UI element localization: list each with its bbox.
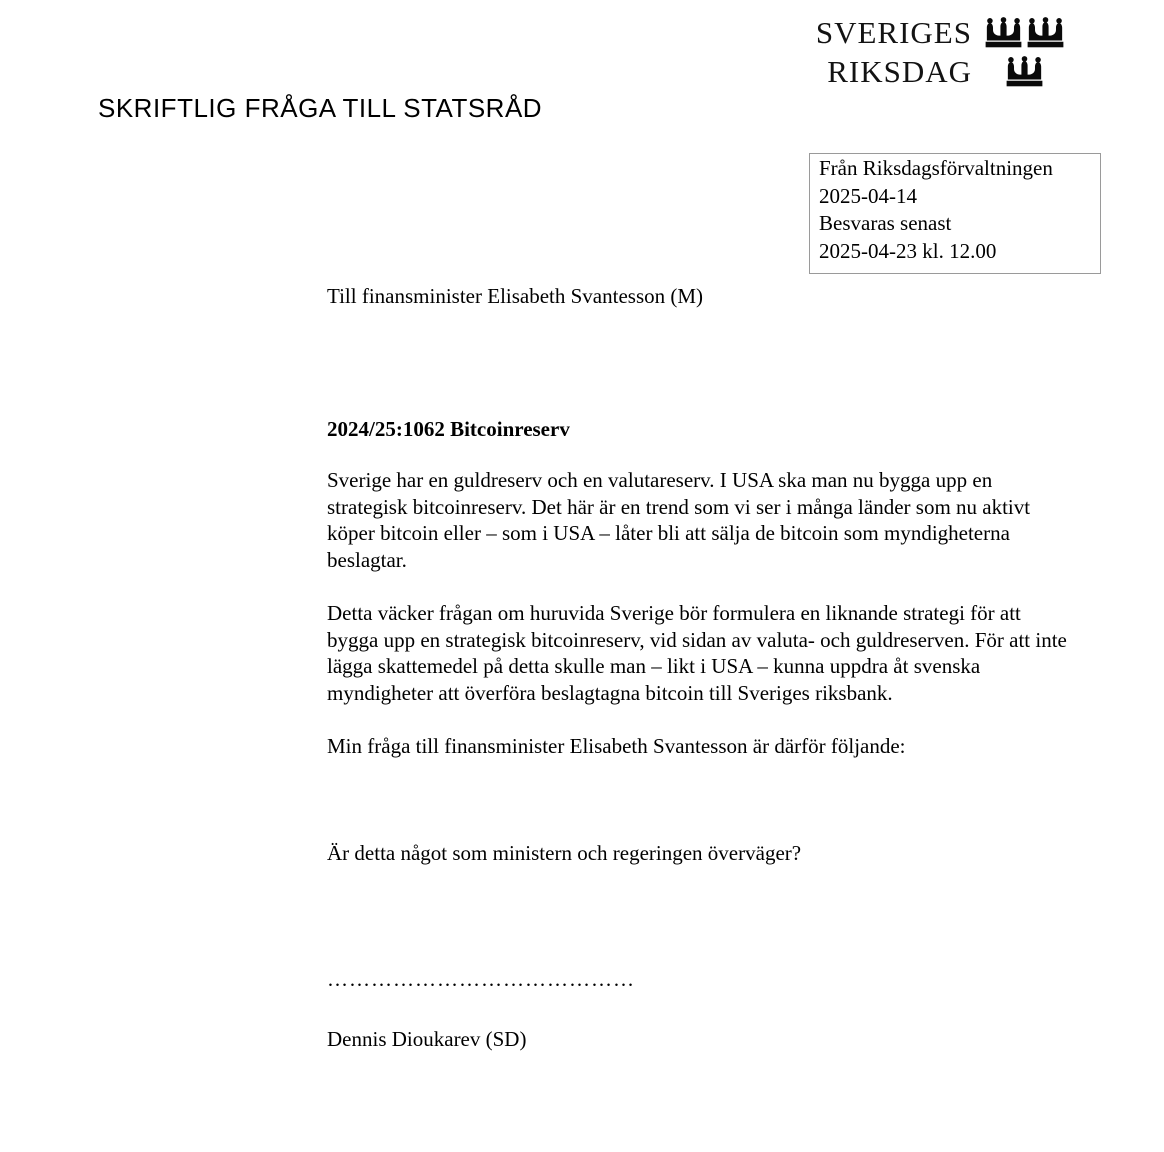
logo-text-riksdag: RIKSDAG bbox=[827, 54, 972, 89]
crown-icon bbox=[1027, 16, 1064, 49]
info-box bbox=[809, 153, 1101, 274]
riksdag-logo bbox=[816, 14, 1064, 90]
info-box-sender: Från Riksdagsförvaltningen bbox=[819, 156, 1053, 180]
question-text: Är detta något som ministern och regeringen överväger? bbox=[327, 841, 802, 865]
question-heading: 2024/25:1062 Bitcoinreserv bbox=[327, 417, 570, 441]
crowns-top-row bbox=[984, 16, 1064, 49]
recipient-line: Till finansminister Elisabeth Svantesson (M) bbox=[327, 284, 704, 308]
crown-icon bbox=[1006, 55, 1043, 88]
info-box-date: 2025-04-14 bbox=[819, 183, 917, 208]
logo-text-sveriges: SVERIGES bbox=[815, 15, 972, 50]
crowns-bottom-row bbox=[984, 55, 1064, 88]
body-paragraph: Detta väcker frågan om huruvida Sverige bör formulera en liknande strategi för att bygga upp en strategisk bitcoinreserv, vid sidan av valuta- och guldreserven. För att inte lägga skattemedel på detta skulle man – likt i USA – kunna uppdra åt svenska myndigheter att överföra beslagtagna bitcoin till Sveriges riksbank. bbox=[327, 601, 1067, 705]
body-paragraph: Sverige har en guldreserv och en valutareserv. I USA ska man nu bygga upp en strategisk bitcoinreserv. Det här är en trend som vi ser i många länder som nu aktivt köper bitcoin eller – som i USA – låter bli att sälja de bitcoin som myndigheterna beslagtar. bbox=[327, 468, 1031, 572]
page-title: SKRIFTLIG FRÅGA TILL STATSRÅD bbox=[98, 93, 543, 123]
info-box-answer-by-date: 2025-04-23 kl. 12.00 bbox=[819, 238, 997, 263]
signature-dotted-line: …………………………………… bbox=[327, 967, 635, 991]
info-box-answer-by-label: Besvaras senast bbox=[819, 211, 952, 235]
crown-icon bbox=[985, 16, 1022, 49]
signature-name: Dennis Dioukarev (SD) bbox=[327, 1027, 527, 1051]
body-paragraph: Min fråga till finansminister Elisabeth Svantesson är därför följande: bbox=[327, 734, 906, 758]
